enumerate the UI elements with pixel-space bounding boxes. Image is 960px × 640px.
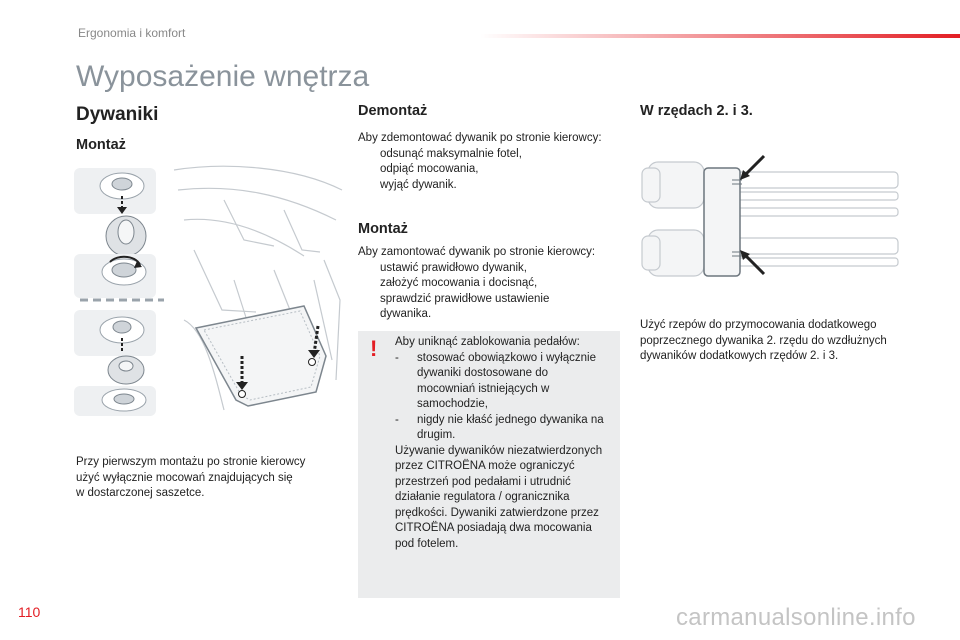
caption-line: w dostarczonej saszetce. (76, 487, 205, 499)
caption-line: Przy pierwszym montażu po stronie kierowcy (76, 456, 306, 468)
page-number: 110 (18, 604, 41, 620)
demontaz-instructions (358, 131, 620, 193)
warning-icon: ! (370, 336, 378, 361)
montaz-step: założyć mocowania i docisnąć, (380, 277, 538, 289)
longitudinal-mat-icon (736, 172, 898, 266)
demontaz-step: odsunąć maksymalnie fotel, (380, 147, 522, 160)
header-accent-line (480, 34, 960, 38)
watermark: carmanualsonline.info (676, 604, 916, 631)
warning-item: - stosować obowiązkowo i wyłącznie dywaniki dostosowane do mocowniań istniejących w samochodzie, (395, 351, 596, 410)
warning-note: Używanie dywaników niezatwierdzonych przez CITROËNA może ograniczyć przestrzeń pod pedałami i utrudnić działanie regulatora / ogranicznika prędkości. Dywaniki zatwierdzone przez CITROËNA posiadają dwa mocowania pod fotelem. (395, 444, 603, 550)
floor-mat-fitting-illustration (74, 160, 346, 418)
warning-text (395, 335, 613, 552)
col1-caption (76, 455, 346, 502)
montaz-intro: Aby zamontować dywanik po stronie kierowcy: (358, 246, 596, 258)
montaz-step: sprawdzić prawidłowe ustawienie dywanika. (380, 292, 550, 320)
heading-demontaz: Demontaż (358, 103, 428, 119)
montaz-instructions (358, 245, 620, 323)
demontaz-step: odpiąć mocowania, (380, 163, 479, 175)
dash-icon: - (395, 351, 399, 364)
heading-montaz-col1: Montaż (76, 137, 126, 153)
col3-caption: Użyć rzepów do przymocowania dodatkowego poprzecznego dywanika 2. rzędu do wzdłużnych dywaników dodatkowych rzędów 2. i 3. (640, 319, 887, 362)
rear-mats-illustration (640, 150, 902, 280)
warning-intro: Aby uniknąć zablokowania pedałów: (395, 336, 580, 348)
fastener-step-3-icon (74, 254, 156, 298)
fastener-step-2-icon (106, 216, 146, 256)
dash-icon: - (395, 413, 399, 426)
fastener-step-4-icon (74, 310, 156, 356)
section-name: Ergonomia i komfort (78, 26, 186, 40)
floor-mat-icon (196, 306, 326, 406)
heading-montaz-col2: Montaż (358, 221, 408, 237)
heading-rows-2-3: W rzędach 2. i 3. (640, 103, 753, 119)
warning-item: - nigdy nie kłaść jednego dywanika na drugim. (395, 413, 604, 441)
fastener-step-5-icon (108, 356, 144, 384)
demontaz-step: wyjąć dywanik. (380, 178, 457, 191)
rear-seat-icon (642, 162, 704, 276)
heading-dywaniki: Dywaniki (76, 104, 159, 125)
montaz-step: ustawić prawidłowo dywanik, (380, 261, 528, 274)
fastener-step-6-icon (74, 386, 156, 416)
caption-line: użyć wyłącznie mocowań znajdujących się (76, 471, 293, 484)
demontaz-intro: Aby zdemontować dywanik po stronie kierowcy: (358, 132, 602, 144)
page-title: Wyposażenie wnętrza (76, 60, 370, 93)
fastener-step-1-icon (74, 168, 156, 214)
